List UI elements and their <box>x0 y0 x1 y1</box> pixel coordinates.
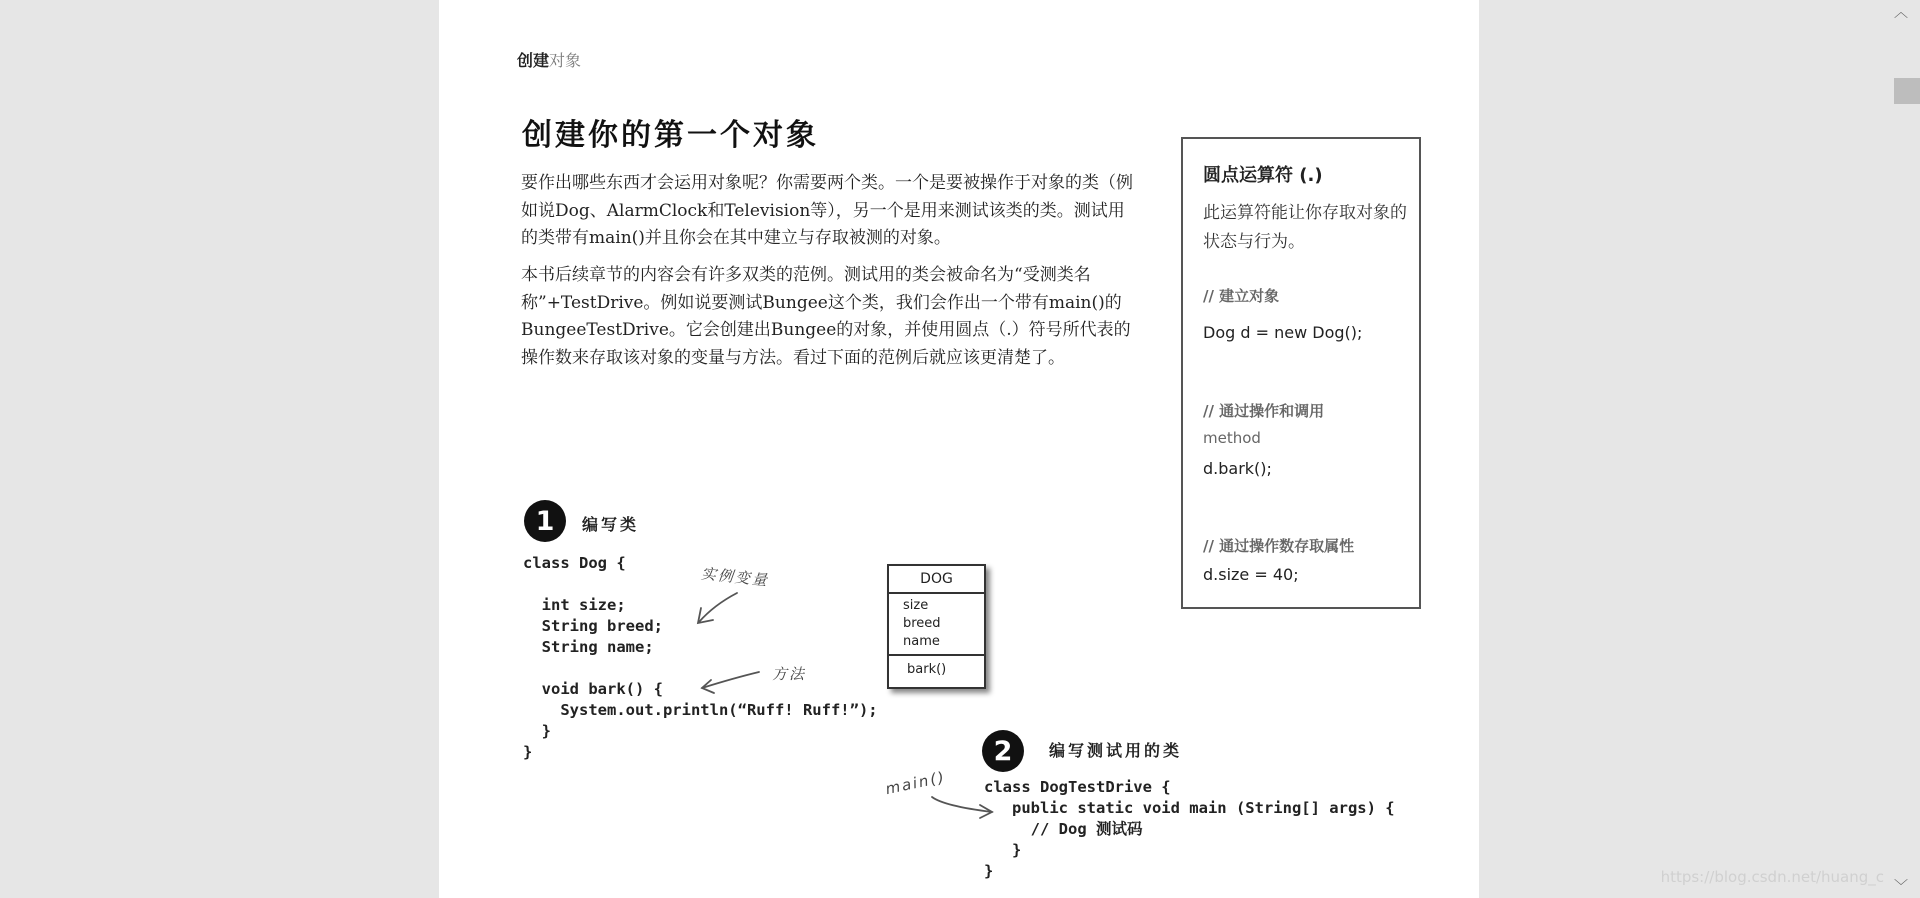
uml-attributes <box>889 594 984 656</box>
running-head-rest: 对象 <box>549 51 582 70</box>
paragraph-2: 本书后续章节的内容会有许多双类的范例。测试用的类会被命名为“受测类名称”+TestDrive。例如说要测试Bungee这个类，我们会作出一个带有main()的BungeeTestDrive。它会创建出Bungee的对象，并使用圆点（.）符号所代表的操作数来存取该对象的变量与方法。看过下面的范例后就应该更清楚了。 <box>521 265 1131 368</box>
sidebar-code-call: d.bark(); <box>1203 459 1272 478</box>
scroll-up-arrow-icon[interactable]: ︿ <box>1894 5 1908 21</box>
dog-uml-diagram <box>887 564 986 689</box>
page-title: 创建你的第一个对象 <box>522 118 819 153</box>
running-head <box>517 48 581 71</box>
annotation-main: main() <box>883 767 948 799</box>
running-head-bold: 创建 <box>517 51 550 70</box>
sidebar-code-access: d.size = 40; <box>1203 565 1299 584</box>
sidebar-comment-call: // 通过操作和调用 <box>1203 402 1325 420</box>
uml-attr-name: name <box>903 634 940 649</box>
sidebar-comment-method: method <box>1203 429 1261 447</box>
step-1-number: 1 <box>524 500 566 542</box>
scrollbar-thumb[interactable] <box>1894 78 1920 104</box>
paragraph-1: 要作出哪些东西才会运用对象呢？你需要两个类。一个是要被操作于对象的类（例如说Dog、AlarmClock和Television等），另一个是用来测试该类的类。测试用的类带有main()并且你会在其中建立与存取被测的对象。 <box>521 173 1133 248</box>
dog-class-code: class Dog { int size; String breed; String name; void bark() { System.out.println(“Ruff! Ruff!”); } } <box>523 554 878 761</box>
dog-test-drive-code: class DogTestDrive { public static void main (String[] args) { // Dog 测试码 } } <box>984 778 1395 880</box>
step-2-label: 编写测试用的类 <box>1049 741 1183 760</box>
annotation-instance-variables: 实例变量 <box>700 564 770 590</box>
book-page <box>439 0 1479 898</box>
uml-method: bark() <box>907 662 947 677</box>
sidebar-comment-access: // 通过操作数存取属性 <box>1203 537 1355 555</box>
watermark: https://blog.csdn.net/huang_c <box>1660 868 1884 886</box>
step-1-label: 编写类 <box>582 515 640 534</box>
uml-class-name: DOG <box>889 566 984 594</box>
sidebar-code-create: Dog d = new Dog(); <box>1203 323 1363 342</box>
sidebar-title: 圆点运算符 (.) <box>1203 165 1323 186</box>
arrow-to-main <box>932 797 992 812</box>
annotation-method: 方法 <box>772 665 807 683</box>
step-2-number: 2 <box>982 730 1024 772</box>
scroll-down-arrow-icon[interactable]: ﹀ <box>1894 879 1908 895</box>
sidebar-comment-create: // 建立对象 <box>1203 287 1280 305</box>
uml-attr-breed: breed <box>903 616 941 631</box>
uml-attr-size: size <box>903 598 929 613</box>
dot-operator-sidebar <box>1181 137 1421 609</box>
sidebar-description: 此运算符能让你存取对象的状态与行为。 <box>1203 203 1407 252</box>
